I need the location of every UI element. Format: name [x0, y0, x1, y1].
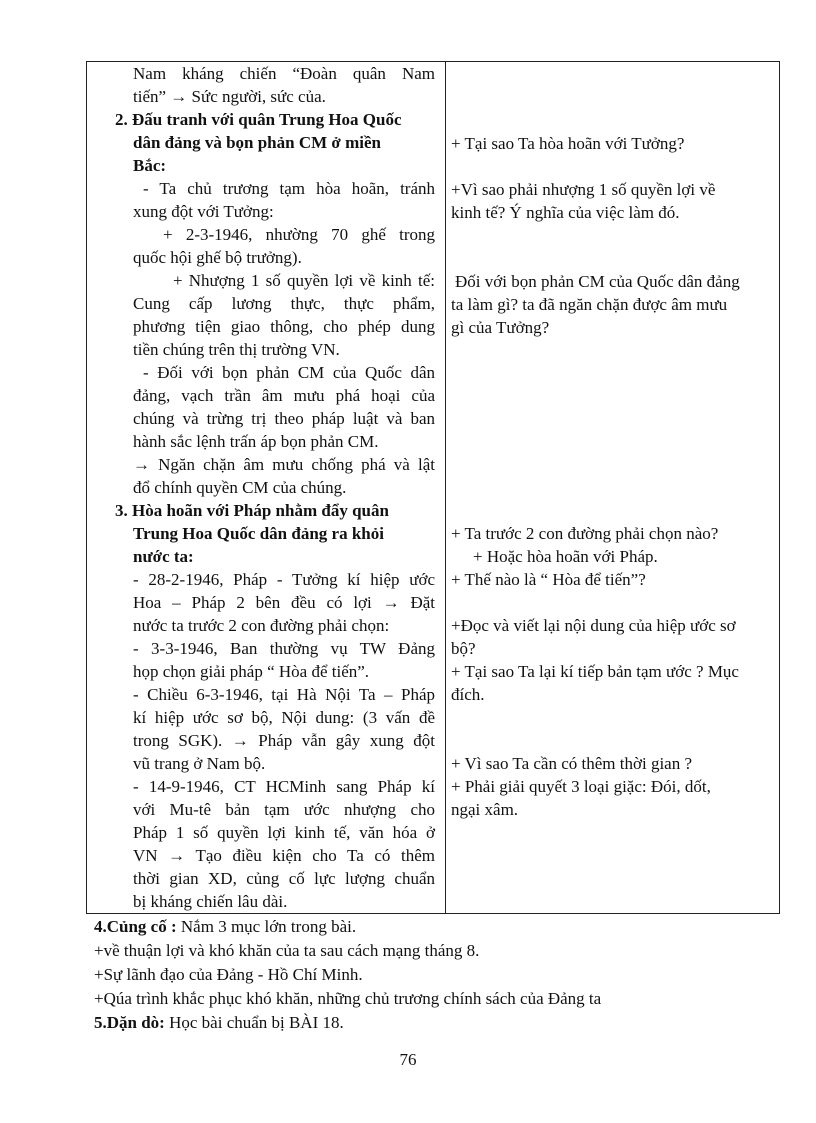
question-4-line-1: + Ta trước 2 con đường phải chọn nào?: [451, 524, 719, 543]
sec2-line-14: đổ chính quyền CM của chúng.: [133, 478, 347, 497]
question-5-line-1: +Đọc và viết lại nội dung của hiệp ước sơ: [451, 616, 736, 635]
sec3-line-8: trong SGK). → Pháp vẫn gây xung đột: [133, 731, 435, 750]
left-column-content: [115, 62, 435, 913]
question-5-line-2: bộ?: [451, 639, 476, 658]
sec3-line-12: Pháp 1 số quyền lợi kinh tế, văn hóa ở: [133, 823, 435, 842]
dan-do-label: 5.Dặn dò:: [94, 1013, 165, 1032]
sec2-line-8: tiền chúng trên thị trường VN.: [133, 340, 340, 359]
lesson-footer: [94, 915, 784, 1035]
dan-do-text: Học bài chuẩn bị BÀI 18.: [164, 1013, 344, 1032]
sec3-line-4: - 3-3-1946, Ban thường vụ TW Đảng: [133, 639, 435, 658]
sec2-line-9: - Đối với bọn phản CM của Quốc dân: [143, 363, 435, 382]
question-6-line-1: + Vì sao Ta cần có thêm thời gian ?: [451, 754, 693, 773]
sec2-line-6: Cung cấp lương thực, thực phẩm,: [133, 294, 435, 313]
question-6-line-3: ngại xâm.: [451, 800, 519, 819]
sec2-line-3: + 2-3-1946, nhường 70 ghế trong: [163, 225, 435, 244]
column-divider: [445, 62, 446, 913]
sec2-line-1: - Ta chủ trương tạm hòa hoãn, tránh: [143, 179, 435, 198]
sec3-line-11: với Mu-tê bản tạm ước nhượng cho: [133, 800, 435, 819]
cung-co-label: 4.Củng cố :: [94, 917, 177, 936]
sec2-line-5: + Nhượng 1 số quyền lợi về kinh tế:: [173, 271, 435, 290]
dan-do-line: [94, 1011, 784, 1035]
section-2-heading-2: dân đảng và bọn phản CM ở miền: [133, 133, 381, 152]
question-6-line-2: + Phải giải quyết 3 loại giặc: Đói, dốt,: [451, 777, 711, 796]
sec2-line-2: xung đột với Tưởng:: [133, 202, 274, 221]
section-3-heading-1: 3. Hòa hoãn với Pháp nhằm đẩy quân: [115, 501, 389, 520]
sec3-line-14: thời gian XD, củng cố lực lượng chuẩn: [133, 869, 435, 888]
sec3-line-1: - 28-2-1946, Pháp - Tưởng kí hiệp ước: [133, 570, 435, 589]
section-3-heading-2: Trung Hoa Quốc dân đảng ra khỏi: [133, 524, 384, 543]
footer-line-3: +Sự lãnh đạo của Đảng - Hồ Chí Minh.: [94, 965, 363, 984]
cung-co-line: [94, 915, 784, 939]
sec3-line-9: vũ trang ở Nam bộ.: [133, 754, 266, 773]
sec2-line-10: đảng, vạch trần âm mưu phá hoại của: [133, 386, 435, 405]
footer-line-4: +Qúa trình khắc phục khó khăn, những chủ trương chính sách của Đảng ta: [94, 989, 602, 1008]
sec3-line-2: Hoa – Pháp 2 bên đều có lợi → Đặt: [133, 593, 435, 612]
question-3-line-3: gì của Tưởng?: [451, 318, 550, 337]
sec3-line-3: nước ta trước 2 con đường phải chọn:: [133, 616, 390, 635]
section-2-heading-1: 2. Đấu tranh với quân Trung Hoa Quốc: [115, 110, 402, 129]
section-2-heading-3: Bắc:: [133, 156, 167, 175]
footer-line-2: +về thuận lợi và khó khăn của ta sau cách mạng tháng 8.: [94, 941, 480, 960]
sec1-line-1: Nam kháng chiến “Đoàn quân Nam: [133, 64, 435, 83]
sec3-line-7: kí hiệp ước sơ bộ, Nội dung: (3 vấn đề: [133, 708, 435, 727]
question-3-line-2: ta làm gì? ta đã ngăn chặn được âm mưu: [451, 295, 728, 314]
sec3-line-6: - Chiều 6-3-1946, tại Hà Nội Ta – Pháp: [133, 685, 435, 704]
question-1: + Tại sao Ta hòa hoãn với Tưởng?: [451, 134, 685, 153]
section-3-heading-3: nước ta:: [133, 547, 194, 566]
question-3-line-1: Đối với bọn phản CM của Quốc dân đảng: [455, 272, 740, 291]
question-2-line-1: +Vì sao phải nhượng 1 số quyền lợi về: [451, 180, 716, 199]
sec2-line-11: chúng và trừng trị theo pháp luật và ban: [133, 409, 435, 428]
sec1-line-2: tiến” → Sức người, sức của.: [133, 87, 326, 106]
sec3-line-13: VN → Tạo điều kiện cho Ta có thêm: [133, 846, 435, 865]
question-2-line-2: kinh tế? Ý nghĩa của việc làm đó.: [451, 203, 680, 222]
question-4-line-2: + Hoặc hòa hoãn với Pháp.: [473, 547, 658, 566]
sec3-line-15: bị kháng chiến lâu dài.: [133, 892, 288, 911]
cung-co-text: Nắm 3 mục lớn trong bài.: [176, 917, 357, 936]
question-5-line-4: đích.: [451, 685, 485, 704]
sec3-line-5: họp chọn giải pháp “ Hòa để tiến”.: [133, 662, 370, 681]
sec2-line-12: hành sắc lệnh trấn áp bọn phản CM.: [133, 432, 379, 451]
sec2-line-4: quốc hội ghế bộ trưởng).: [133, 248, 302, 267]
question-4-line-3: + Thế nào là “ Hòa để tiến”?: [451, 570, 646, 589]
sec3-line-10: - 14-9-1946, CT HCMinh sang Pháp kí: [133, 777, 435, 796]
sec2-line-13: → Ngăn chặn âm mưu chống phá và lật: [133, 455, 435, 474]
page-number: 76: [399, 1050, 417, 1069]
question-5-line-3: + Tại sao Ta lại kí tiếp bản tạm ước ? Mục: [451, 662, 739, 681]
sec2-line-7: phương tiện giao thông, cho phép dung: [133, 317, 435, 336]
lesson-table: [86, 61, 780, 914]
